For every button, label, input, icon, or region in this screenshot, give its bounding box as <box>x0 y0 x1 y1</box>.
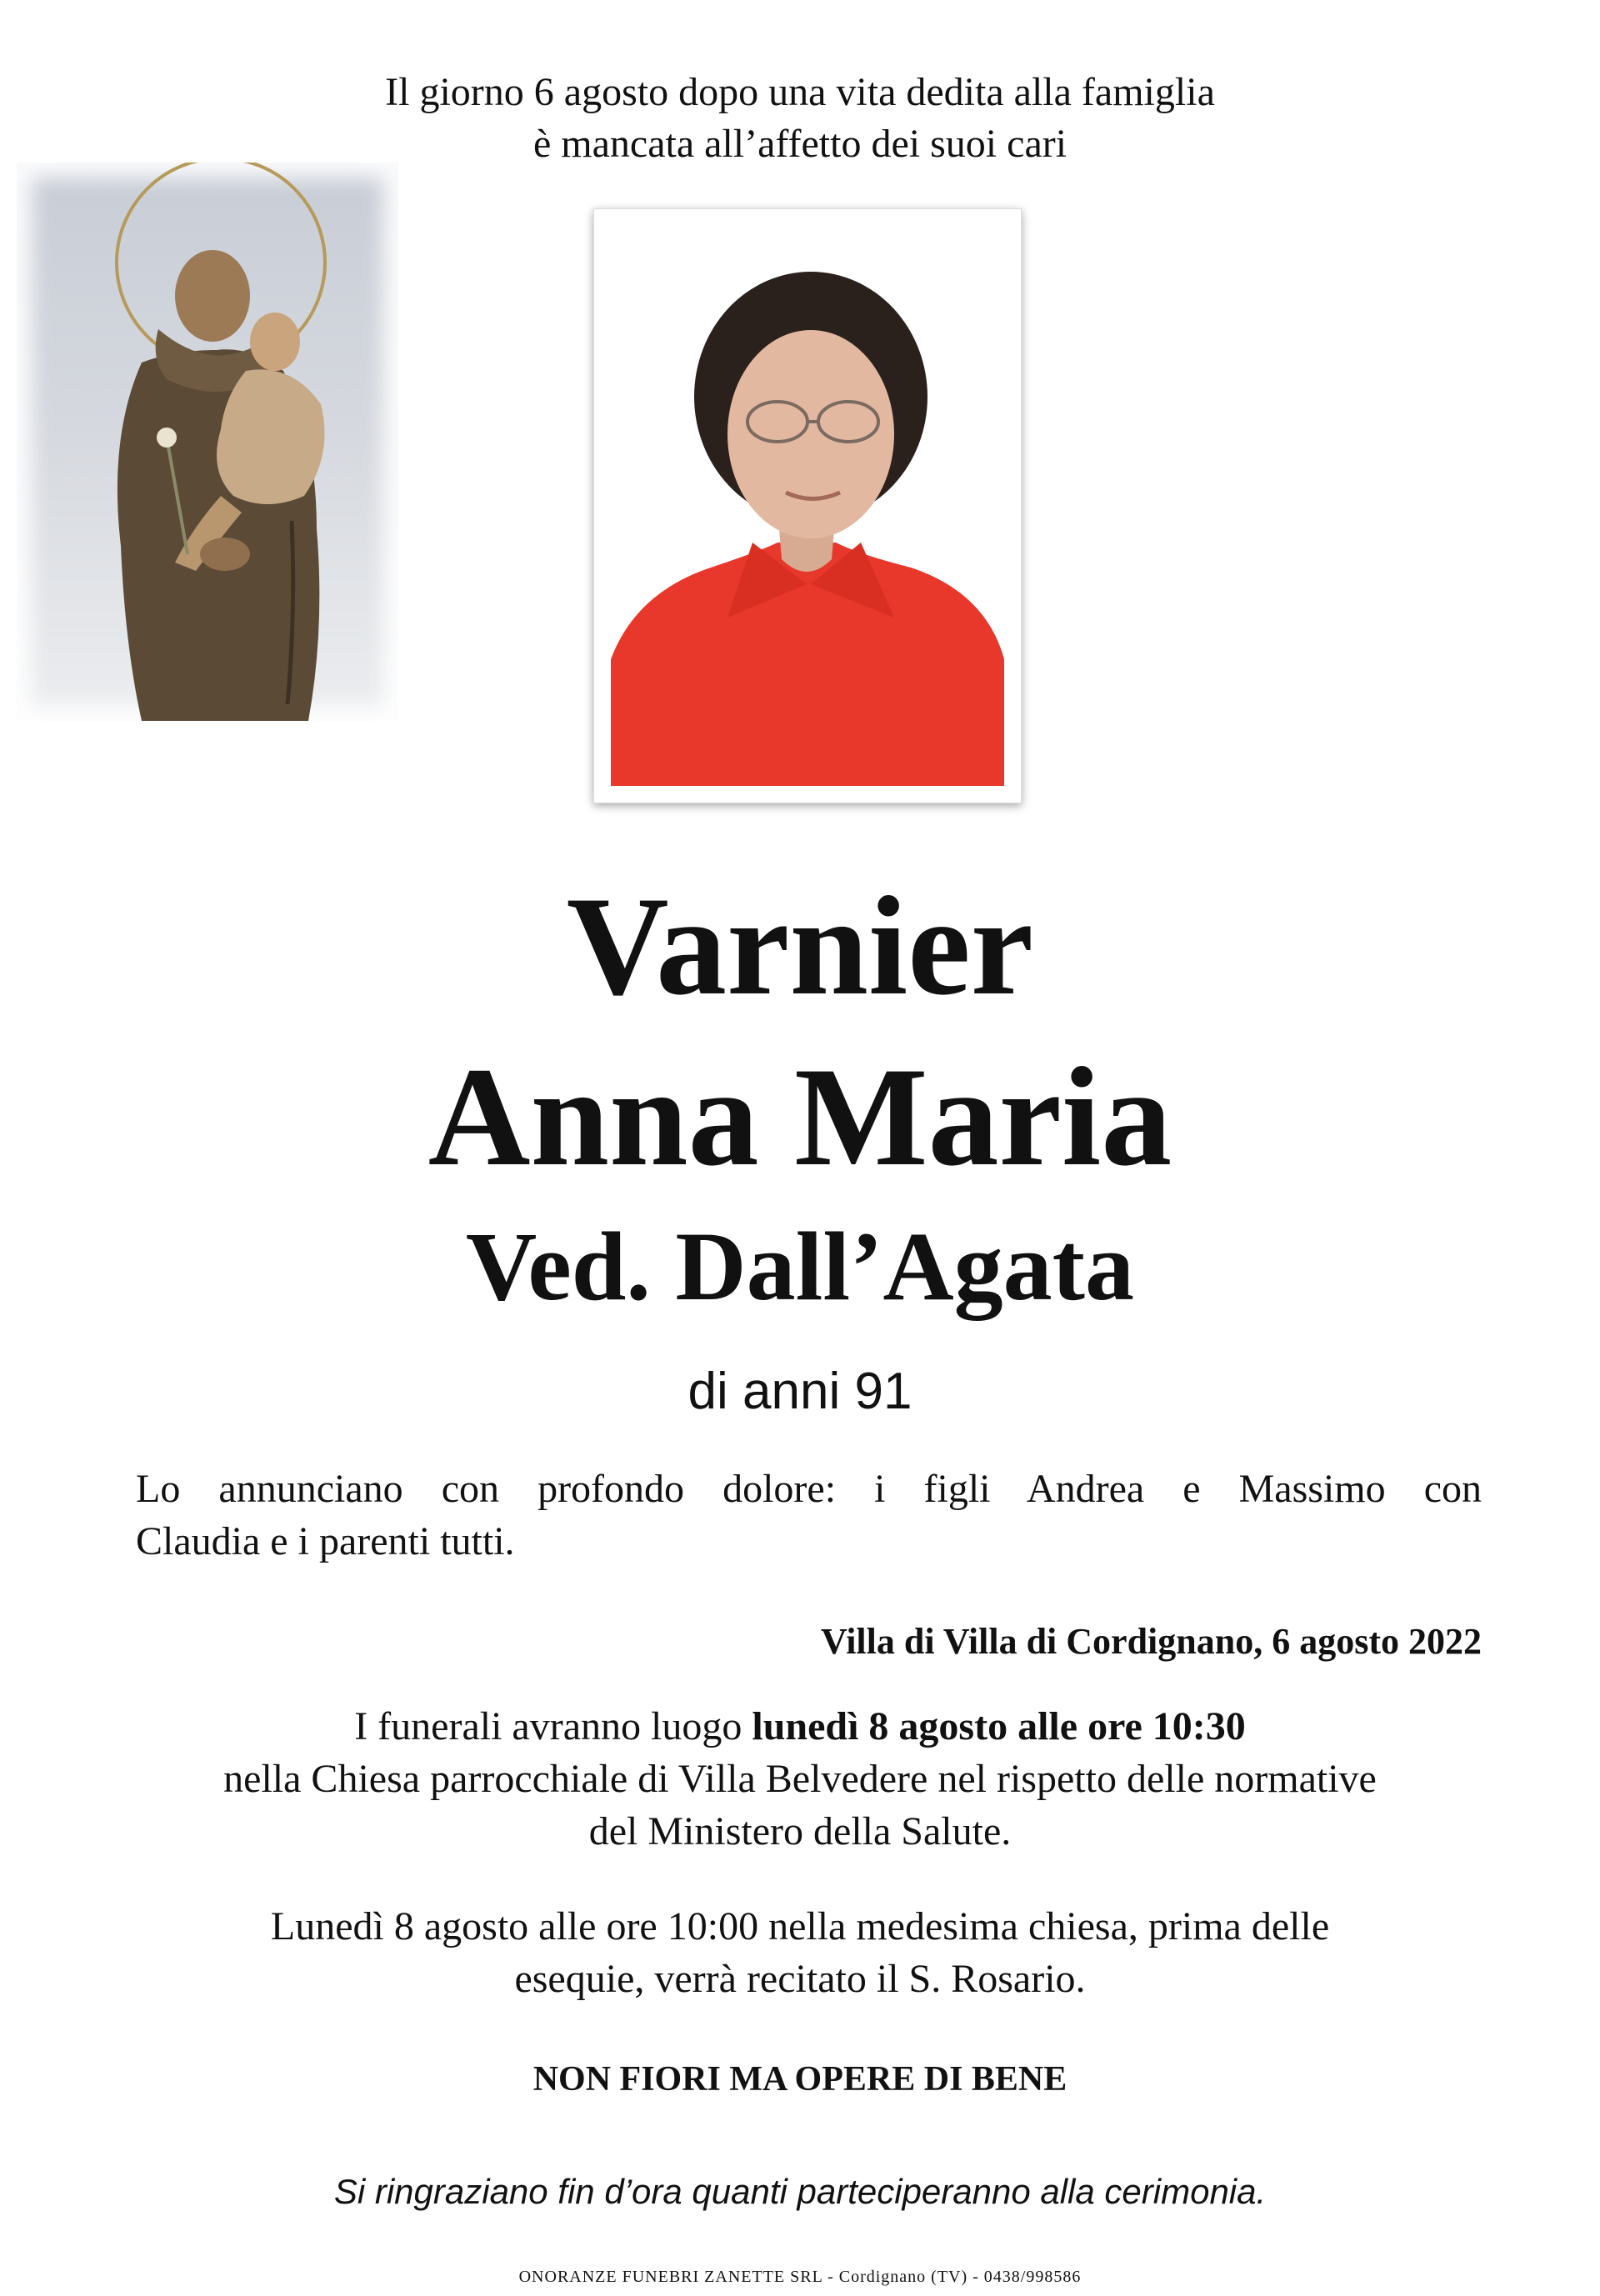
portrait-photo-icon <box>611 226 1004 786</box>
saint-statue-icon <box>17 163 398 721</box>
thanks-text: Si ringraziano fin d’ora quanti parteciperanno alla cerimonia. <box>333 2172 1267 2211</box>
rosary-line-2: esequie, verrà recitato il S. Rosario. <box>514 1957 1086 2001</box>
announcement-line-1: Lo annunciano con profondo dolore: i figli Andrea e Massimo con <box>136 1467 1482 1511</box>
funeral-line-2: nella Chiesa parrocchiale di Villa Belvedere nel rispetto delle normative <box>223 1757 1377 1801</box>
funeral-prefix: I funerali avranno luogo <box>354 1704 752 1748</box>
deceased-widow-of: Ved. Dall’Agata <box>466 1212 1134 1321</box>
deceased-surname: Varnier <box>566 868 1034 1024</box>
place-date: Villa di Villa di Cordignano, 6 agosto 2022 <box>821 1621 1482 1662</box>
intro-line-2: è mancata all’affetto dei suoi cari <box>532 122 1068 166</box>
deceased-age: di anni 91 <box>688 1363 912 1420</box>
funeral-line-3: del Ministero della Salute. <box>588 1809 1012 1853</box>
announcement-line-2: Claudia e i parenti tutti. <box>136 1519 515 1563</box>
portrait-photo <box>611 226 1004 786</box>
announcement-text <box>136 1463 1482 1568</box>
intro-line-1: Il giorno 6 agosto dopo una vita dedita alla famiglia <box>385 70 1215 114</box>
rosary-info <box>0 1900 1600 2005</box>
rosary-line-1: Lunedì 8 agosto alle ore 10:00 nella medesima chiesa, prima delle <box>270 1904 1330 1948</box>
funeral-home-footer: ONORANZE FUNEBRI ZANETTE SRL - Cordignano (TV) - 0438/998586 <box>518 2268 1082 2286</box>
funeral-info <box>0 1700 1600 1858</box>
no-flowers-notice: NON FIORI MA OPERE DI BENE <box>532 2060 1068 2098</box>
saint-statue-image <box>17 163 398 721</box>
funeral-datetime: lunedì 8 agosto alle ore 10:30 <box>752 1704 1246 1748</box>
intro-text <box>0 67 1600 170</box>
deceased-given-name: Anna Maria <box>428 1038 1172 1195</box>
portrait-frame <box>593 208 1022 803</box>
funeral-line-1 <box>0 1700 1600 1753</box>
